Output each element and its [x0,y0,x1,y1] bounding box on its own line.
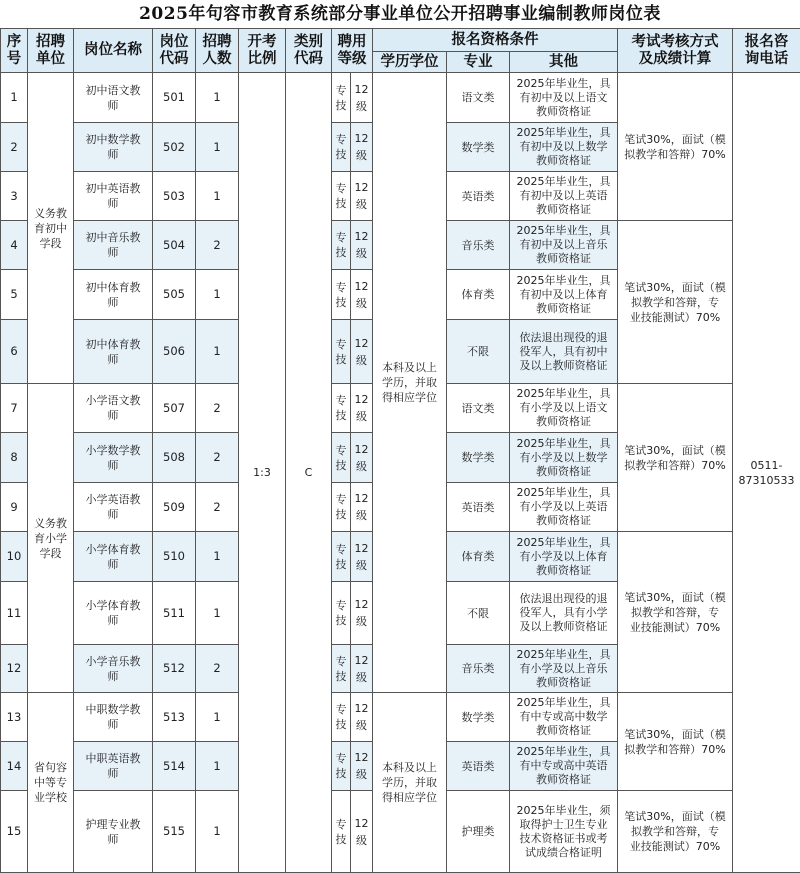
seq-cell: 7 [1,384,28,433]
post-code-cell: 501 [153,73,196,123]
level-type-cell: 专 技 [332,320,351,384]
other-requirements-cell: 2025年毕业生，具 有初中及以上语文 教师资格证 [510,73,618,123]
level-type-cell: 专 技 [332,221,351,270]
exam-method-cell: 笔试30%，面试（模 拟教学和答辩，专 业技能测试）70% [618,532,733,693]
count-cell: 1 [196,172,239,221]
header-exam: 考试考核方式 及成绩计算 [618,29,733,73]
table-body [1,73,800,873]
job-post-table [0,28,800,873]
table-row [1,693,800,742]
level-type-cell: 专 技 [332,73,351,123]
count-cell: 1 [196,693,239,742]
seq-cell: 6 [1,320,28,384]
seq-cell: 15 [1,791,28,873]
level-type-cell: 专 技 [332,532,351,582]
level-type-cell: 专 技 [332,693,351,742]
other-requirements-cell: 2025年毕业生，具 有小学及以上数学 教师资格证 [510,433,618,483]
level-type-cell: 专 技 [332,123,351,172]
post-name-cell: 小学语文教 师 [74,384,153,433]
count-cell: 2 [196,384,239,433]
major-cell: 体育类 [447,270,510,320]
post-code-cell: 510 [153,532,196,582]
major-cell: 音乐类 [447,645,510,693]
level-type-cell: 专 技 [332,742,351,791]
post-name-cell: 中职英语教 师 [74,742,153,791]
level-grade-cell: 12 级 [351,172,373,221]
exam-method-cell: 笔试30%，面试（模 拟教学和答辩）70% [618,73,733,221]
seq-cell: 8 [1,433,28,483]
post-code-cell: 509 [153,483,196,532]
seq-cell: 10 [1,532,28,582]
header-phone: 报名咨 询电话 [733,29,800,73]
major-cell: 不限 [447,582,510,645]
level-grade-cell: 12 级 [351,384,373,433]
post-code-cell: 504 [153,221,196,270]
other-requirements-cell: 2025年毕业生，具 有小学及以上体育 教师资格证 [510,532,618,582]
post-code-cell: 506 [153,320,196,384]
phone-cell: 0511- 87310533 [733,73,800,873]
other-requirements-cell: 2025年毕业生，具 有初中及以上体育 教师资格证 [510,270,618,320]
level-type-cell: 专 技 [332,645,351,693]
major-cell: 数学类 [447,693,510,742]
education-cell: 本科及以上 学历，并取 得相应学位 [373,73,447,693]
exam-method-cell: 笔试30%，面试（模 拟教学和答辩）70% [618,693,733,791]
count-cell: 1 [196,123,239,172]
other-requirements-cell: 2025年毕业生，具 有中专或高中英语 教师资格证 [510,742,618,791]
post-code-cell: 511 [153,582,196,645]
other-requirements-cell: 2025年毕业生，具 有初中及以上数学 教师资格证 [510,123,618,172]
post-code-cell: 512 [153,645,196,693]
header-unit: 招聘 单位 [28,29,74,73]
other-requirements-cell: 依法退出现役的退 役军人，具有小学 及以上教师资格证 [510,582,618,645]
header-requirements: 报名资格条件 [373,29,618,52]
post-code-cell: 508 [153,433,196,483]
post-code-cell: 503 [153,172,196,221]
post-name-cell: 小学数学教 师 [74,433,153,483]
major-cell: 英语类 [447,742,510,791]
level-grade-cell: 12 级 [351,645,373,693]
level-type-cell: 专 技 [332,172,351,221]
major-cell: 语文类 [447,384,510,433]
post-code-cell: 507 [153,384,196,433]
other-requirements-cell: 依法退出现役的退 役军人，具有初中 及以上教师资格证 [510,320,618,384]
seq-cell: 13 [1,693,28,742]
ratio-cell: 1:3 [239,73,286,873]
seq-cell: 3 [1,172,28,221]
seq-cell: 5 [1,270,28,320]
unit-cell-vocational-school: 省句容 中等专 业学校 [28,693,74,873]
level-grade-cell: 12 级 [351,742,373,791]
post-code-cell: 505 [153,270,196,320]
level-grade-cell: 12 级 [351,123,373,172]
table-row [1,73,800,123]
unit-cell-primary-school: 义务教 育小学 学段 [28,384,74,693]
header-post-name: 岗位名称 [74,29,153,73]
post-name-cell: 小学英语教 师 [74,483,153,532]
level-type-cell: 专 技 [332,582,351,645]
major-cell: 数学类 [447,433,510,483]
major-cell: 语文类 [447,73,510,123]
level-grade-cell: 12 级 [351,532,373,582]
exam-method-cell: 笔试30%，面试（模 拟教学和答辩，专 业技能测试）70% [618,221,733,384]
post-code-cell: 514 [153,742,196,791]
post-name-cell: 初中体育教 师 [74,320,153,384]
header-other: 其他 [510,52,618,73]
post-name-cell: 护理专业教 师 [74,791,153,873]
level-type-cell: 专 技 [332,270,351,320]
count-cell: 1 [196,791,239,873]
major-cell: 英语类 [447,172,510,221]
level-grade-cell: 12 级 [351,270,373,320]
major-cell: 音乐类 [447,221,510,270]
count-cell: 1 [196,532,239,582]
level-grade-cell: 12 级 [351,582,373,645]
other-requirements-cell: 2025年毕业生，具 有小学及以上语文 教师资格证 [510,384,618,433]
count-cell: 1 [196,320,239,384]
level-grade-cell: 12 级 [351,483,373,532]
education-cell-vocational: 本科及以上 学历，并取 得相应学位 [373,693,447,873]
level-type-cell: 专 技 [332,791,351,873]
post-name-cell: 初中语文教 师 [74,73,153,123]
seq-cell: 1 [1,73,28,123]
seq-cell: 4 [1,221,28,270]
unit-cell-middle-school: 义务教 育初中 学段 [28,73,74,384]
header-level: 聘用 等级 [332,29,373,73]
post-name-cell: 小学体育教 师 [74,582,153,645]
count-cell: 1 [196,742,239,791]
count-cell: 1 [196,582,239,645]
post-code-cell: 502 [153,123,196,172]
post-code-cell: 513 [153,693,196,742]
post-name-cell: 初中体育教 师 [74,270,153,320]
level-grade-cell: 12 级 [351,693,373,742]
seq-cell: 14 [1,742,28,791]
post-name-cell: 小学体育教 师 [74,532,153,582]
level-grade-cell: 12 级 [351,791,373,873]
post-name-cell: 小学音乐教 师 [74,645,153,693]
level-grade-cell: 12 级 [351,320,373,384]
level-type-cell: 专 技 [332,384,351,433]
level-type-cell: 专 技 [332,433,351,483]
count-cell: 2 [196,645,239,693]
level-grade-cell: 12 级 [351,73,373,123]
seq-cell: 9 [1,483,28,532]
other-requirements-cell: 2025年毕业生，具 有中专或高中数学 教师资格证 [510,693,618,742]
post-code-cell: 515 [153,791,196,873]
post-name-cell: 初中英语教 师 [74,172,153,221]
seq-cell: 11 [1,582,28,645]
header-count: 招聘 人数 [196,29,239,73]
level-type-cell: 专 技 [332,483,351,532]
header-ratio: 开考 比例 [239,29,286,73]
other-requirements-cell: 2025年毕业生，须 取得护士卫生专业 技术资格证书或考 试成绩合格证明 [510,791,618,873]
seq-cell: 2 [1,123,28,172]
count-cell: 2 [196,433,239,483]
other-requirements-cell: 2025年毕业生，具 有小学及以上音乐 教师资格证 [510,645,618,693]
major-cell: 护理类 [447,791,510,873]
seq-cell: 12 [1,645,28,693]
exam-method-cell: 笔试30%，面试（模 拟教学和答辩）70% [618,384,733,532]
post-name-cell: 中职数学教 师 [74,693,153,742]
major-cell: 不限 [447,320,510,384]
page-title: 2025年句容市教育系统部分事业单位公开招聘事业编制教师岗位表 [0,0,800,28]
post-name-cell: 初中数学教 师 [74,123,153,172]
header-seq: 序 号 [1,29,28,73]
header-cat-code: 类别 代码 [286,29,332,73]
header-education: 学历学位 [373,52,447,73]
other-requirements-cell: 2025年毕业生，具 有小学及以上英语 教师资格证 [510,483,618,532]
level-grade-cell: 12 级 [351,433,373,483]
major-cell: 英语类 [447,483,510,532]
header-post-code: 岗位 代码 [153,29,196,73]
table-header [1,29,800,73]
major-cell: 体育类 [447,532,510,582]
category-code-cell: C [286,73,332,873]
exam-method-cell: 笔试30%，面试（模 拟教学和答辩，专 业技能测试）70% [618,791,733,873]
major-cell: 数学类 [447,123,510,172]
other-requirements-cell: 2025年毕业生，具 有初中及以上音乐 教师资格证 [510,221,618,270]
count-cell: 2 [196,221,239,270]
count-cell: 1 [196,270,239,320]
count-cell: 2 [196,483,239,532]
header-major: 专业 [447,52,510,73]
count-cell: 1 [196,73,239,123]
post-name-cell: 初中音乐教 师 [74,221,153,270]
level-grade-cell: 12 级 [351,221,373,270]
other-requirements-cell: 2025年毕业生，具 有初中及以上英语 教师资格证 [510,172,618,221]
